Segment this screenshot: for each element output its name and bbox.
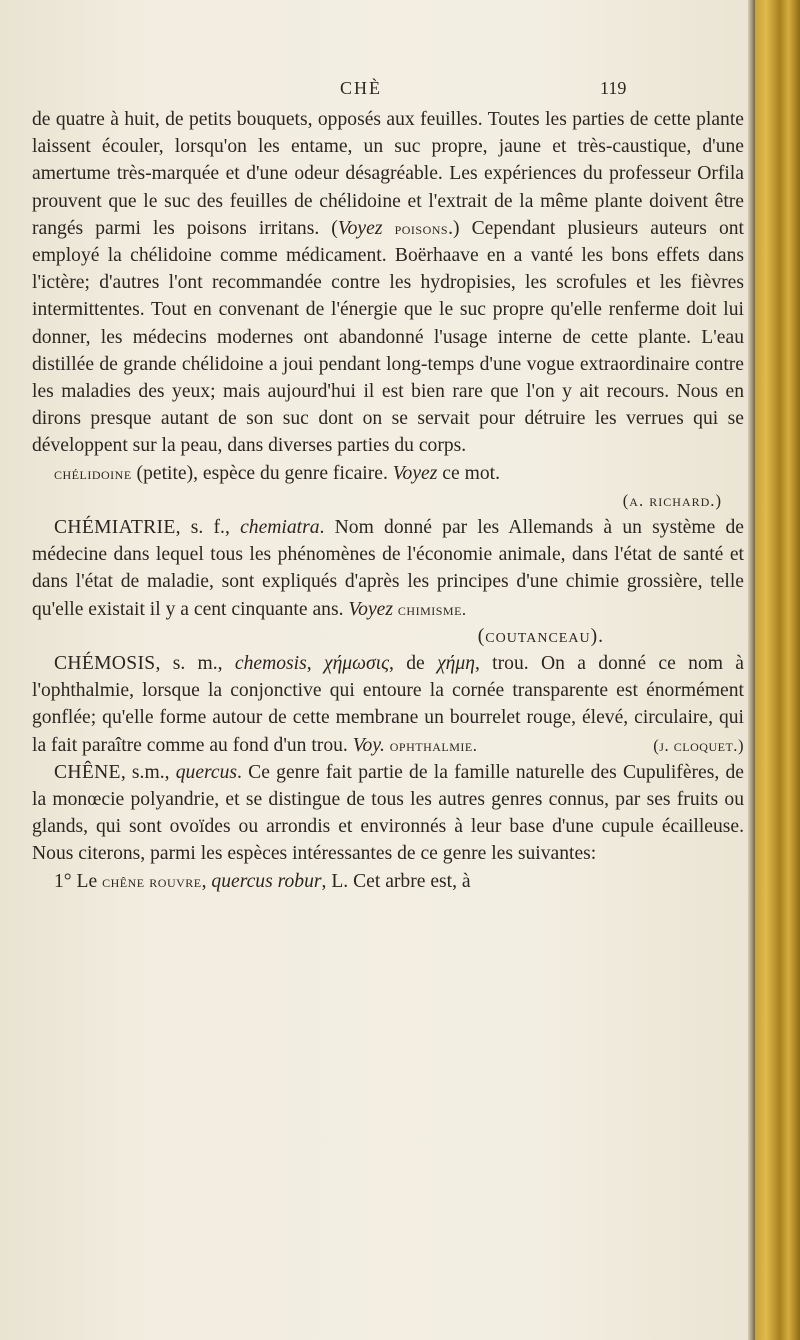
cross-reference: ophthalmie. <box>389 735 478 755</box>
paragraph-chelidoine-continued: de quatre à huit, de petits bouquets, opposés aux feuilles. Toutes les parties de cette plante laissent écouler, lorsqu'on les entame, un suc propre, jaune et très-caustique, d'une amertume très-marquée et d'une odeur désagréable. Les expériences du professeur Orfila prouvent que le suc des feuilles de chélidoine et l'extrait de la même plante doivent être rangés parmi les poisons irritans. (Voyez poisons.) Cependant plusieurs auteurs ont employé la chélidoine comme médicament. Boërhaave en a vanté les bons effets dans l'ictère; d'autres l'ont recommandée contre les hydropisies, les scrofules et les fièvres intermittentes. Tout en convenant de l'énergie que le suc propre qu'elle renferme doit lui donner, les médecins modernes ont abandonné l'usage interne de cette plante. L'eau distillée de grande chélidoine a joui pendant long-temps d'une vogue extraordinaire contre les maladies des yeux; mais aujourd'hui il est bien rare que l'on y ait recours. Nous en dirons presque autant de son suc dont on se servait pour détruire les verrues qui se développent sur la peau, dans diverses parties du corps. <box>32 109 744 457</box>
entry-chemosis: CHÉMOSIS, s. m., chemosis, χήμωσις, de χήμη, trou. On a donné ce nom à l'ophthalmie, lorsque la conjonctive qui entoure la cornée transparente est énormément gonflée; qu'elle forme autour de cette membrane un bourrelet rouge, élevé, circulaire, qui la fait paraître comme au fond d'un trou. Voy. ophthalmie. (j. cloquet.) <box>32 650 744 759</box>
author-signature: (a. richard.) <box>622 490 722 510</box>
page-header <box>0 78 755 108</box>
entry-petite-chelidoine: chélidoine (petite), espèce du genre ficaire. Voyez ce mot. <box>54 462 500 484</box>
entry-term: chêne rouvre <box>102 871 202 891</box>
book-binding <box>755 0 800 1340</box>
entry-term: chélidoine <box>54 463 132 483</box>
entry-headword: CHÉMOSIS <box>54 653 156 675</box>
entry-headword: CHÊNE <box>54 761 121 783</box>
author-signature: (coutanceau). <box>477 625 604 647</box>
entry-headword: CHÉMIATRIE <box>54 517 176 539</box>
running-head: CHÈ <box>340 78 382 98</box>
cross-reference: poisons <box>394 218 449 238</box>
entry-chene: CHÊNE, s.m., quercus. Ce genre fait partie de la famille naturelle des Cupulifères, de la monœcie polyandrie, et se distingue de tous les autres genres connus, par ses fruits ou glands, qui sont ovoïdes ou arrondis et environnés à leur base d'une cupule écailleuse. Nous citerons, parmi les espèces intéressantes de ce genre les suivantes: <box>32 761 744 865</box>
page-number: 119 <box>600 78 627 98</box>
author-signature: (j. cloquet.) <box>653 735 744 755</box>
entry-chemiatrie: CHÉMIATRIE, s. f., chemiatra. Nom donné par les Allemands à un système de médecine dans lequel tous les phénomènes de l'économie animale, dans l'état de santé et dans l'état de maladie, sont expliqués d'après les principes d'une chimie grossière, telle qu'elle existait il y a cent cinquante ans. Voyez chimisme. <box>32 517 744 620</box>
entry-chene-rouvre: 1° Le chêne rouvre, quercus robur, L. Cet arbre est, à <box>54 870 471 892</box>
cross-reference: chimisme. <box>397 599 467 619</box>
page-body <box>32 106 744 895</box>
